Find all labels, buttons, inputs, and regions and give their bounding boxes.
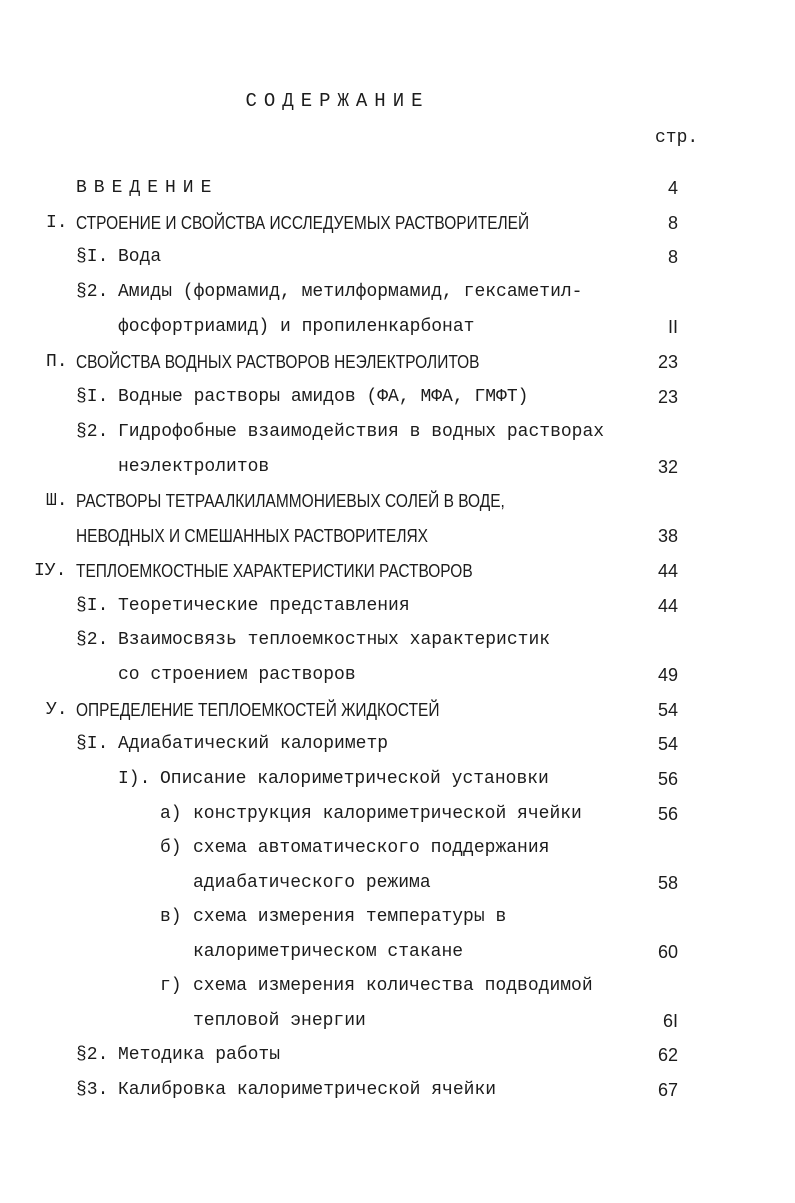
toc-entry-text: тепловой энергии: [193, 1011, 366, 1031]
toc-entry-page: 23: [657, 352, 678, 372]
toc-entry-number: §3.: [76, 1080, 109, 1100]
toc-entry: [0, 762, 795, 796]
toc-entry-text: Калибровка калориметрической ячейки: [118, 1080, 497, 1100]
toc-entry-page: 60: [657, 942, 678, 962]
toc-entry-number: §I.: [76, 734, 109, 754]
toc-entry: [0, 900, 795, 934]
toc-entry-page: 8: [667, 213, 678, 233]
toc-entry-text: Водные растворы амидов (ФА, МФА, ГМФТ): [118, 387, 529, 407]
toc-entry-page: 49: [657, 665, 678, 685]
toc-entry-text: фосфортриамид) и пропиленкарбонат: [118, 317, 475, 337]
toc-entry-text: Методика работы: [118, 1045, 281, 1065]
toc-entry: [0, 831, 795, 865]
toc-entry-page: 8: [667, 247, 678, 267]
toc-entry-number: У.: [46, 700, 68, 720]
toc-entry: [0, 658, 795, 692]
toc-entry-text: Взаимосвязь теплоемкостных характеристик: [118, 630, 551, 650]
toc-entry-page: 44: [657, 596, 678, 616]
toc-entry-text: конструкция калориметрической ячейки: [193, 804, 582, 824]
toc-entry: [0, 206, 795, 240]
toc-entry: [0, 415, 795, 449]
toc-entry: [0, 275, 795, 309]
toc-entry-page: 54: [657, 734, 678, 754]
toc-entry-number: §2.: [76, 282, 109, 302]
toc-entry-text: Описание калориметрической установки: [160, 769, 549, 789]
toc-entry-number: §2.: [76, 630, 109, 650]
toc-entry-page: II: [667, 317, 678, 337]
toc-entry: [0, 727, 795, 761]
toc-entry: [0, 1038, 795, 1072]
toc-entry-number: §2.: [76, 1045, 109, 1065]
toc-entry-text: Вода: [118, 247, 162, 267]
toc-entry-text: ОПРЕДЕЛЕНИЕ ТЕПЛОЕМКОСТЕЙ ЖИДКОСТЕЙ: [76, 700, 440, 720]
toc-entry-page: 38: [657, 526, 678, 546]
toc-entry-page: 54: [657, 700, 678, 720]
toc-entry-text: НЕВОДНЫХ И СМЕШАННЫХ РАСТВОРИТЕЛЯХ: [76, 526, 429, 546]
toc-entry-text: СТРОЕНИЕ И СВОЙСТВА ИССЛЕДУЕМЫХ РАСТВОРИТЕЛЕЙ: [76, 213, 530, 233]
page-title: СОДЕРЖАНИЕ: [245, 90, 430, 112]
toc-entry-page: 56: [657, 769, 678, 789]
toc-entry-text: Амиды (формамид, метилформамид, гексаметил-: [118, 282, 583, 302]
toc-entry-text: РАСТВОРЫ ТЕТРААЛКИЛАММОНИЕВЫХ СОЛЕЙ В ВОДЕ,: [76, 491, 505, 511]
toc-entry-page: 62: [657, 1045, 678, 1065]
toc-entry: [0, 380, 795, 414]
toc-entry: [0, 310, 795, 344]
toc-entry-number: §I.: [76, 387, 109, 407]
toc-entry: [0, 345, 795, 379]
toc-entry-number: б): [160, 838, 182, 858]
toc-entry-number: П.: [46, 352, 68, 372]
toc-entry: [0, 1004, 795, 1038]
toc-entry-text: ВВЕДЕНИЕ: [76, 178, 219, 198]
toc-entry: [0, 623, 795, 657]
toc-entry: [0, 693, 795, 727]
toc-entry: [0, 1073, 795, 1107]
toc-entry: [0, 240, 795, 274]
toc-entry-text: ТЕПЛОЕМКОСТНЫЕ ХАРАКТЕРИСТИКИ РАСТВОРОВ: [76, 561, 473, 581]
toc-entry-number: а): [160, 804, 182, 824]
toc-entry-number: в): [160, 907, 182, 927]
toc-entry-text: со строением растворов: [118, 665, 356, 685]
toc-entry-page: 56: [657, 804, 678, 824]
toc-entry-text: неэлектролитов: [118, 457, 270, 477]
toc-entry-number: §2.: [76, 422, 109, 442]
toc-entry-number: §I.: [76, 247, 109, 267]
toc-entry-page: 4: [667, 178, 678, 198]
toc-entry-number: I.: [46, 213, 68, 233]
toc-entry-text: схема измерения температуры в: [193, 907, 507, 927]
toc-entry: [0, 554, 795, 588]
toc-entry-text: СВОЙСТВА ВОДНЫХ РАСТВОРОВ НЕЭЛЕКТРОЛИТОВ: [76, 352, 480, 372]
toc-entry-text: схема автоматического поддержания: [193, 838, 550, 858]
toc-entry-text: схема измерения количества подводимой: [193, 976, 593, 996]
toc-entry-text: Теоретические представления: [118, 596, 410, 616]
toc-entry: [0, 484, 795, 518]
toc-entry: [0, 589, 795, 623]
toc-entry: [0, 797, 795, 831]
toc-entry: [0, 171, 795, 205]
toc-entry-text: адиабатического режима: [193, 873, 431, 893]
toc-entry: [0, 519, 795, 553]
toc-entry-page: 58: [657, 873, 678, 893]
toc-entry-page: 6I: [662, 1011, 678, 1031]
toc-entry: [0, 969, 795, 1003]
page-column-label: стр.: [655, 128, 699, 148]
toc-entry-text: Гидрофобные взаимодействия в водных растворах: [118, 422, 605, 442]
toc-entry-number: §I.: [76, 596, 109, 616]
toc-entry-text: Адиабатический калориметр: [118, 734, 389, 754]
toc-entry-page: 44: [657, 561, 678, 581]
toc-entry-page: 32: [657, 457, 678, 477]
toc-entry-number: г): [160, 976, 182, 996]
toc-entry-page: 23: [657, 387, 678, 407]
toc-entry-text: калориметрическом стакане: [193, 942, 464, 962]
toc-entry-number: IУ.: [34, 561, 67, 581]
toc-entry: [0, 866, 795, 900]
toc-entry: [0, 450, 795, 484]
toc-entry-number: Ш.: [46, 491, 68, 511]
toc-entry-number: I).: [118, 769, 151, 789]
toc-entry: [0, 935, 795, 969]
toc-entry-page: 67: [657, 1080, 678, 1100]
